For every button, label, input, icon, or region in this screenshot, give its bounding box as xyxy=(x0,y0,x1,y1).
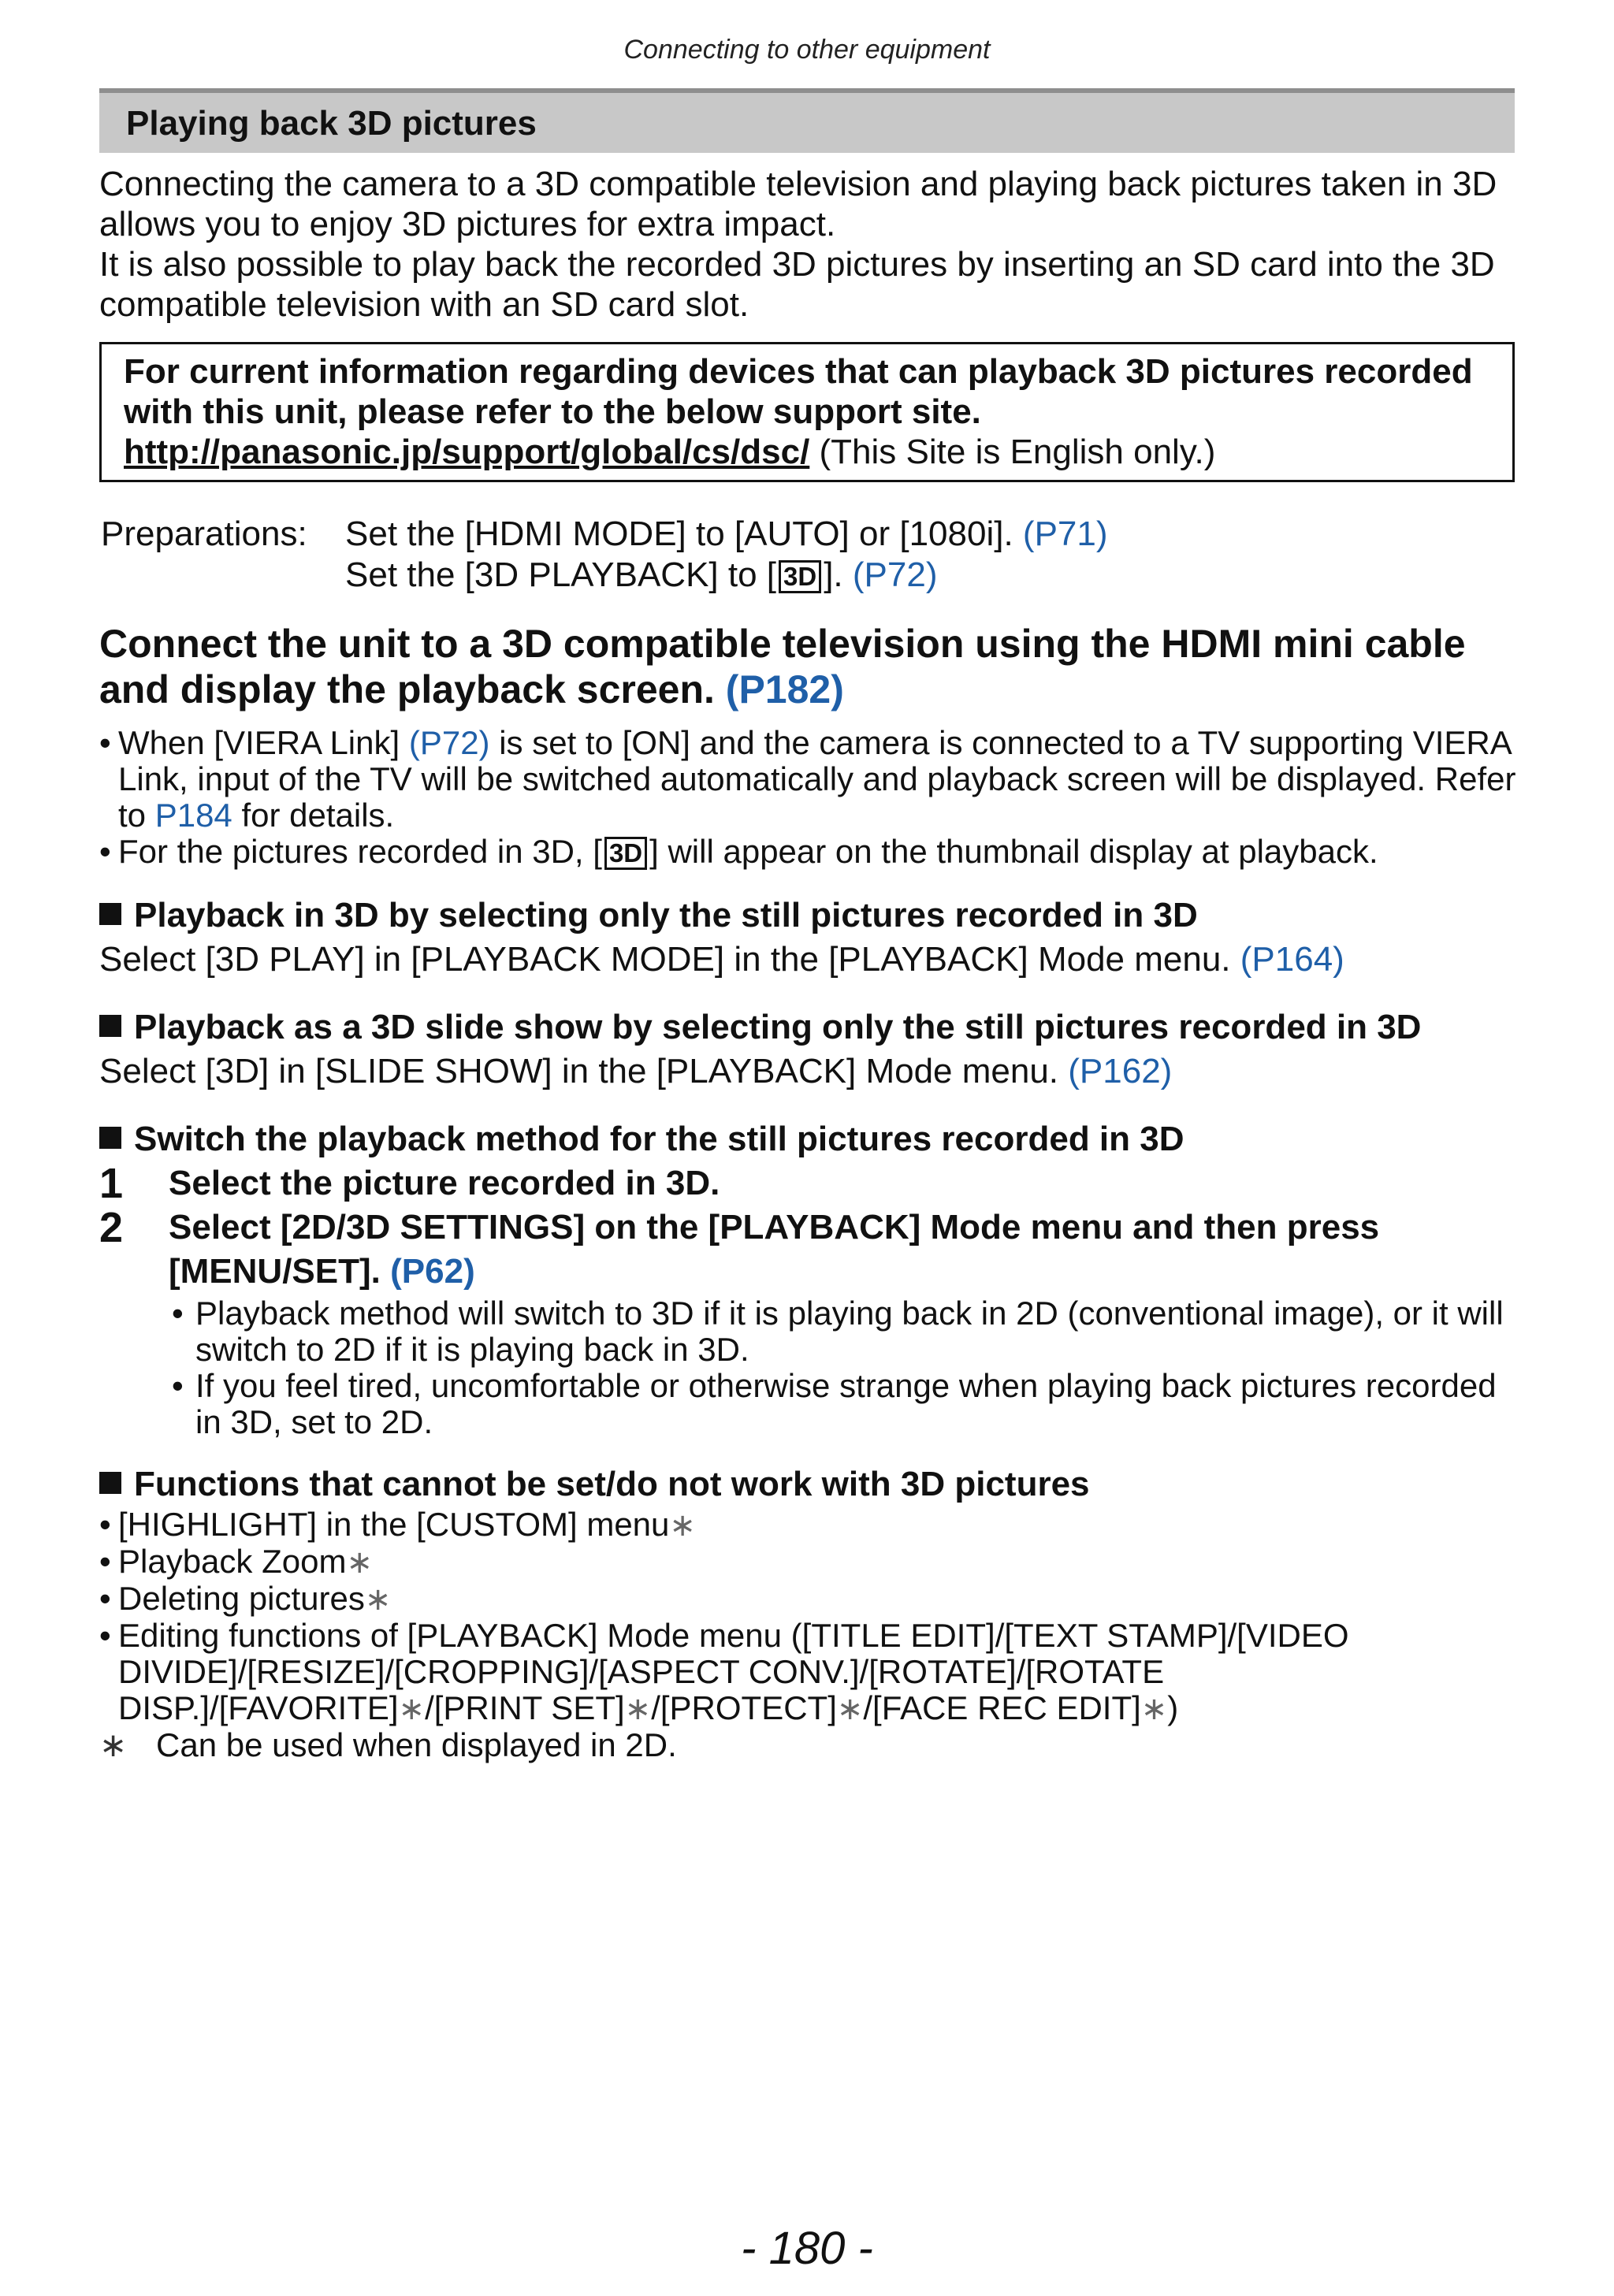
3d-icon: 3D xyxy=(779,560,821,593)
square-bullet-icon xyxy=(99,903,121,925)
subheading-switch-method xyxy=(99,1119,1184,1160)
body-3d-play xyxy=(99,939,1344,980)
subheading-text: Switch the playback method for the still pictures recorded in 3D xyxy=(134,1120,1184,1158)
intro-text xyxy=(99,164,1518,325)
ref-link-p184[interactable]: P184 xyxy=(154,797,232,834)
preparation-step-1: Set the [HDMI MODE] to [AUTO] or [1080i]. xyxy=(345,515,1013,553)
ref-link-p164[interactable]: (P164) xyxy=(1240,940,1344,979)
function-text: Editing functions of [PLAYBACK] Mode menu ([TITLE EDIT]/[TEXT STAMP]/[VIDEO DIVIDE]/[RESIZE]/[CROPPING]/[ASPECT CONV.]/[ROTATE]/[ROTATE DISP.]/[FAVORITE] xyxy=(118,1617,1349,1726)
step-number: 1 xyxy=(99,1160,124,1207)
unsupported-functions-list xyxy=(99,1507,1518,1763)
subheading-text: Playback in 3D by selecting only the still pictures recorded in 3D xyxy=(134,896,1198,934)
note-viera-link xyxy=(99,725,1518,834)
step-1 xyxy=(99,1161,1534,1206)
support-site-link[interactable]: http://panasonic.jp/support/global/cs/dsc/ xyxy=(124,433,810,471)
running-head: Connecting to other equipment xyxy=(623,35,991,65)
square-bullet-icon xyxy=(99,1472,121,1494)
function-item xyxy=(99,1581,1518,1618)
main-instruction-heading xyxy=(99,621,1534,712)
step-number: 2 xyxy=(99,1204,124,1251)
preparations-label: Preparations: xyxy=(101,515,307,553)
ref-link-p72[interactable]: (P72) xyxy=(852,555,938,594)
square-bullet-icon xyxy=(99,1015,121,1037)
function-text: Deleting pictures xyxy=(118,1580,365,1617)
step-2-notes xyxy=(172,1295,1512,1440)
function-text: ) xyxy=(1167,1689,1179,1726)
body-text: Select [3D] in [SLIDE SHOW] in the [PLAYBACK] Mode menu. xyxy=(99,1052,1059,1090)
body-text: Select [3D PLAY] in [PLAYBACK MODE] in the [PLAYBACK] Mode menu. xyxy=(99,940,1231,979)
asterisk-footnote xyxy=(99,1727,1518,1763)
subheading-3d-play xyxy=(99,895,1198,936)
note-text: is set to [ON] and the camera is connected to a TV supporting VIERA Link, input of the TV will be switched automatically and playback screen will be displayed. Refer to xyxy=(118,724,1516,834)
asterisk-mark: ∗ xyxy=(398,1692,426,1726)
asterisk-mark: ∗ xyxy=(624,1692,652,1726)
subheading-text: Playback as a 3D slide show by selecting only the still pictures recorded in 3D xyxy=(134,1008,1422,1046)
ref-link-p72-viera[interactable]: (P72) xyxy=(408,724,490,761)
asterisk-mark: ∗ xyxy=(669,1508,696,1543)
3d-icon: 3D xyxy=(604,837,647,870)
section-title: Playing back 3D pictures xyxy=(126,104,537,143)
main-heading-text: Connect the unit to a 3D compatible television using the HDMI mini cable and display the playback screen. xyxy=(99,622,1466,711)
step-note: • Playback method will switch to 3D if it is playing back in 2D (conventional image), or it will switch to 2D if it is playing back in 3D. xyxy=(172,1295,1512,1368)
ref-link-p162[interactable]: (P162) xyxy=(1068,1052,1173,1090)
support-notice-text: For current information regarding devices that can playback 3D pictures recorded with this unit, please refer to the below support site. xyxy=(124,352,1473,431)
body-slideshow xyxy=(99,1051,1172,1092)
footnote-text: Can be used when displayed in 2D. xyxy=(156,1726,677,1763)
square-bullet-icon xyxy=(99,1127,121,1149)
asterisk-mark: ∗ xyxy=(99,1726,128,1763)
intro-paragraph-1: Connecting the camera to a 3D compatible television and playing back pictures taken in 3D allows you to enjoy 3D pictures for extra impact. xyxy=(99,165,1497,243)
subheading-unsupported-functions xyxy=(99,1464,1090,1505)
function-item xyxy=(99,1507,1518,1544)
step-2 xyxy=(99,1206,1534,1294)
function-text: [HIGHLIGHT] in the [CUSTOM] menu xyxy=(118,1506,670,1543)
function-text: /[FACE REC EDIT] xyxy=(863,1689,1141,1726)
support-site-note: (This Site is English only.) xyxy=(819,433,1216,471)
ref-link-p71[interactable]: (P71) xyxy=(1022,515,1108,553)
function-item xyxy=(99,1618,1518,1727)
preparation-step-2-end: ]. xyxy=(824,555,843,594)
step-text: Select the picture recorded in 3D. xyxy=(169,1164,720,1202)
preparation-step-2: Set the [3D PLAYBACK] to [ xyxy=(345,555,777,594)
step-text: Select [2D/3D SETTINGS] on the [PLAYBACK] Mode menu and then press [MENU/SET]. xyxy=(169,1208,1380,1291)
function-text: Playback Zoom xyxy=(118,1543,347,1580)
ref-link-p62[interactable]: (P62) xyxy=(390,1252,475,1291)
function-item xyxy=(99,1544,1518,1581)
support-notice-box xyxy=(99,342,1515,482)
asterisk-mark: ∗ xyxy=(364,1582,392,1617)
note-text: for details. xyxy=(241,797,395,834)
subheading-slideshow xyxy=(99,1007,1421,1048)
note-text: ] will appear on the thumbnail display at playback. xyxy=(649,833,1378,870)
note-3d-thumbnail xyxy=(99,834,1518,870)
function-text: /[PRINT SET] xyxy=(425,1689,625,1726)
section-title-bar xyxy=(99,88,1515,153)
asterisk-mark: ∗ xyxy=(1140,1692,1168,1726)
ref-link-p182[interactable]: (P182) xyxy=(725,667,844,711)
step-note: • If you feel tired, uncomfortable or otherwise strange when playing back pictures recorded in 3D, set to 2D. xyxy=(172,1368,1512,1440)
note-text: When [VIERA Link] xyxy=(118,724,400,761)
asterisk-mark: ∗ xyxy=(346,1545,373,1580)
asterisk-mark: ∗ xyxy=(836,1692,864,1726)
function-text: /[PROTECT] xyxy=(651,1689,837,1726)
subheading-text: Functions that cannot be set/do not work with 3D pictures xyxy=(134,1465,1090,1503)
page-number: - 180 - xyxy=(741,2223,873,2274)
notes-list xyxy=(99,725,1518,870)
preparations xyxy=(101,514,1108,596)
intro-paragraph-2: It is also possible to play back the recorded 3D pictures by inserting an SD card into the 3D compatible television with an SD card slot. xyxy=(99,245,1495,324)
note-text: For the pictures recorded in 3D, [ xyxy=(118,833,602,870)
